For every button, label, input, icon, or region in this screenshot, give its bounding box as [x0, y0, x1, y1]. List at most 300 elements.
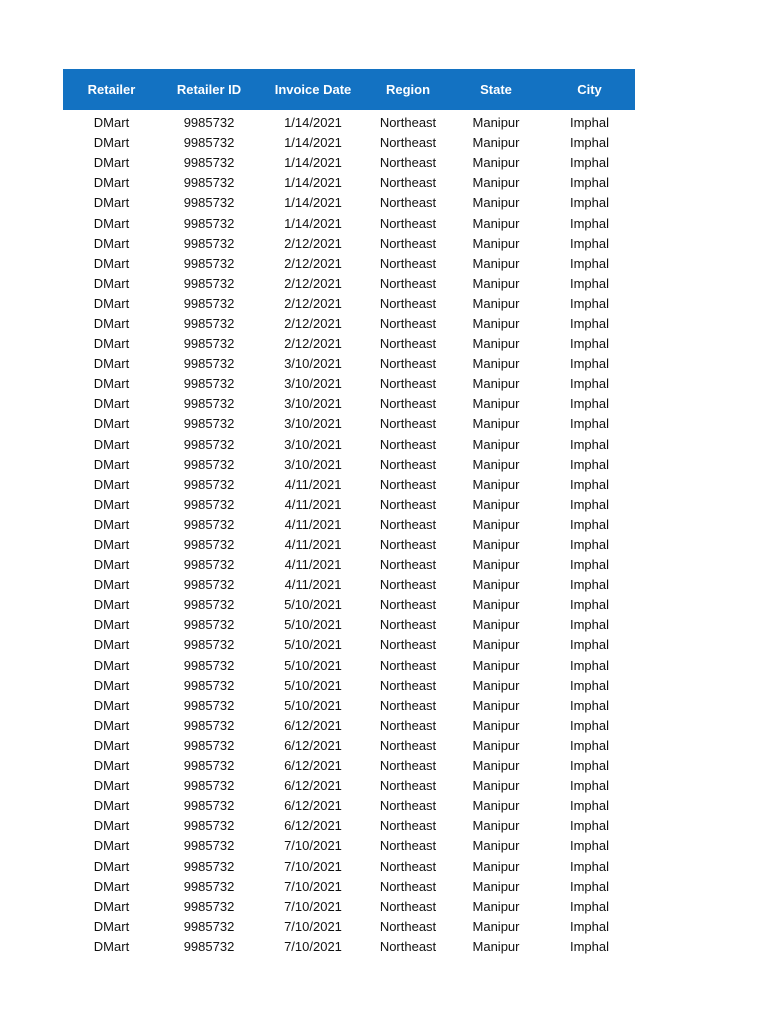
cell-region: Northeast [379, 175, 437, 191]
cell-retailer-id: 9985732 [183, 677, 235, 693]
table-row [63, 274, 635, 294]
cell-retailer-id: 9985732 [183, 396, 235, 412]
cell-state: Manipur [472, 135, 520, 151]
cell-retailer: DMart [93, 557, 130, 573]
cell-invoice-date: 1/14/2021 [284, 135, 342, 151]
cell-retailer: DMart [93, 376, 130, 392]
cell-region: Northeast [379, 677, 437, 693]
cell-retailer-id: 9985732 [183, 938, 235, 954]
cell-invoice-date: 5/10/2021 [284, 657, 342, 673]
cell-state: Manipur [472, 878, 520, 894]
cell-invoice-date: 6/12/2021 [284, 798, 342, 814]
cell-invoice-date: 7/10/2021 [284, 858, 342, 874]
cell-region: Northeast [379, 657, 437, 673]
cell-retailer-id: 9985732 [183, 737, 235, 753]
cell-invoice-date: 5/10/2021 [284, 617, 342, 633]
cell-region: Northeast [379, 818, 437, 834]
cell-retailer-id: 9985732 [183, 456, 235, 472]
cell-retailer: DMart [93, 235, 130, 251]
cell-region: Northeast [379, 557, 437, 573]
cell-retailer: DMart [93, 758, 130, 774]
table-row [63, 716, 635, 736]
cell-invoice-date: 7/10/2021 [284, 898, 342, 914]
table-row [63, 234, 635, 254]
cell-state: Manipur [472, 175, 520, 191]
cell-region: Northeast [379, 155, 437, 171]
cell-state: Manipur [472, 778, 520, 794]
cell-state: Manipur [472, 557, 520, 573]
table-row [63, 595, 635, 615]
cell-retailer: DMart [93, 577, 130, 593]
cell-retailer-id: 9985732 [183, 315, 235, 331]
table-body [63, 113, 635, 957]
cell-retailer-id: 9985732 [183, 295, 235, 311]
column-header-invoice-date: Invoice Date [274, 82, 352, 97]
cell-city: Imphal [569, 215, 610, 231]
cell-region: Northeast [379, 295, 437, 311]
table-row [63, 354, 635, 374]
cell-retailer: DMart [93, 356, 130, 372]
cell-retailer-id: 9985732 [183, 195, 235, 211]
cell-retailer: DMart [93, 537, 130, 553]
cell-retailer-id: 9985732 [183, 115, 235, 131]
table-row [63, 635, 635, 655]
column-header-city: City [577, 82, 602, 97]
cell-state: Manipur [472, 255, 520, 271]
table-row [63, 656, 635, 676]
cell-retailer-id: 9985732 [183, 135, 235, 151]
cell-state: Manipur [472, 697, 520, 713]
cell-invoice-date: 5/10/2021 [284, 697, 342, 713]
cell-region: Northeast [379, 315, 437, 331]
cell-invoice-date: 1/14/2021 [284, 175, 342, 191]
cell-retailer: DMart [93, 275, 130, 291]
cell-region: Northeast [379, 758, 437, 774]
cell-retailer-id: 9985732 [183, 758, 235, 774]
cell-retailer-id: 9985732 [183, 416, 235, 432]
cell-region: Northeast [379, 376, 437, 392]
cell-retailer: DMart [93, 717, 130, 733]
cell-state: Manipur [472, 898, 520, 914]
cell-invoice-date: 4/11/2021 [284, 496, 342, 512]
cell-retailer: DMart [93, 878, 130, 894]
table-row [63, 535, 635, 555]
cell-state: Manipur [472, 577, 520, 593]
cell-invoice-date: 2/12/2021 [284, 235, 342, 251]
cell-state: Manipur [472, 858, 520, 874]
cell-retailer-id: 9985732 [183, 275, 235, 291]
cell-invoice-date: 4/11/2021 [284, 516, 342, 532]
cell-region: Northeast [379, 436, 437, 452]
table-row [63, 897, 635, 917]
cell-state: Manipur [472, 336, 520, 352]
table-row [63, 314, 635, 334]
cell-retailer-id: 9985732 [183, 175, 235, 191]
cell-retailer: DMart [93, 155, 130, 171]
cell-state: Manipur [472, 677, 520, 693]
cell-region: Northeast [379, 255, 437, 271]
cell-retailer: DMart [93, 255, 130, 271]
cell-invoice-date: 1/14/2021 [284, 195, 342, 211]
cell-state: Manipur [472, 637, 520, 653]
cell-city: Imphal [569, 858, 610, 874]
table-row [63, 676, 635, 696]
cell-state: Manipur [472, 436, 520, 452]
cell-state: Manipur [472, 918, 520, 934]
cell-city: Imphal [569, 496, 610, 512]
cell-city: Imphal [569, 838, 610, 854]
cell-retailer-id: 9985732 [183, 597, 235, 613]
cell-region: Northeast [379, 195, 437, 211]
table-row [63, 435, 635, 455]
cell-retailer-id: 9985732 [183, 838, 235, 854]
cell-retailer-id: 9985732 [183, 215, 235, 231]
cell-retailer: DMart [93, 436, 130, 452]
cell-city: Imphal [569, 235, 610, 251]
cell-retailer-id: 9985732 [183, 436, 235, 452]
cell-city: Imphal [569, 637, 610, 653]
cell-retailer: DMart [93, 778, 130, 794]
cell-city: Imphal [569, 537, 610, 553]
cell-state: Manipur [472, 376, 520, 392]
cell-invoice-date: 2/12/2021 [284, 255, 342, 271]
cell-retailer-id: 9985732 [183, 537, 235, 553]
cell-retailer-id: 9985732 [183, 476, 235, 492]
cell-region: Northeast [379, 476, 437, 492]
cell-state: Manipur [472, 938, 520, 954]
cell-invoice-date: 3/10/2021 [284, 456, 342, 472]
cell-invoice-date: 5/10/2021 [284, 637, 342, 653]
cell-state: Manipur [472, 758, 520, 774]
cell-retailer: DMart [93, 396, 130, 412]
cell-invoice-date: 5/10/2021 [284, 677, 342, 693]
cell-region: Northeast [379, 737, 437, 753]
cell-retailer-id: 9985732 [183, 878, 235, 894]
table-row [63, 696, 635, 716]
cell-retailer-id: 9985732 [183, 516, 235, 532]
table-row [63, 394, 635, 414]
column-header-retailer: Retailer [87, 82, 136, 97]
table-row [63, 555, 635, 575]
cell-retailer: DMart [93, 597, 130, 613]
cell-city: Imphal [569, 597, 610, 613]
cell-region: Northeast [379, 878, 437, 894]
table-row [63, 756, 635, 776]
cell-retailer: DMart [93, 737, 130, 753]
cell-retailer: DMart [93, 476, 130, 492]
cell-region: Northeast [379, 235, 437, 251]
cell-city: Imphal [569, 456, 610, 472]
table-row [63, 374, 635, 394]
cell-state: Manipur [472, 155, 520, 171]
cell-retailer-id: 9985732 [183, 376, 235, 392]
cell-retailer-id: 9985732 [183, 155, 235, 171]
cell-retailer-id: 9985732 [183, 577, 235, 593]
cell-retailer-id: 9985732 [183, 778, 235, 794]
cell-region: Northeast [379, 778, 437, 794]
cell-city: Imphal [569, 697, 610, 713]
cell-retailer-id: 9985732 [183, 356, 235, 372]
cell-city: Imphal [569, 918, 610, 934]
table-row [63, 515, 635, 535]
cell-state: Manipur [472, 818, 520, 834]
cell-region: Northeast [379, 537, 437, 553]
table-row [63, 475, 635, 495]
cell-retailer-id: 9985732 [183, 657, 235, 673]
cell-invoice-date: 7/10/2021 [284, 878, 342, 894]
table-row [63, 294, 635, 314]
cell-state: Manipur [472, 356, 520, 372]
cell-city: Imphal [569, 416, 610, 432]
cell-city: Imphal [569, 516, 610, 532]
cell-retailer-id: 9985732 [183, 336, 235, 352]
table-row [63, 816, 635, 836]
cell-city: Imphal [569, 436, 610, 452]
cell-city: Imphal [569, 175, 610, 191]
cell-region: Northeast [379, 496, 437, 512]
cell-retailer: DMart [93, 818, 130, 834]
cell-retailer: DMart [93, 456, 130, 472]
cell-state: Manipur [472, 737, 520, 753]
cell-invoice-date: 6/12/2021 [284, 717, 342, 733]
cell-state: Manipur [472, 496, 520, 512]
cell-region: Northeast [379, 717, 437, 733]
cell-city: Imphal [569, 737, 610, 753]
cell-invoice-date: 2/12/2021 [284, 336, 342, 352]
cell-city: Imphal [569, 677, 610, 693]
cell-region: Northeast [379, 396, 437, 412]
cell-retailer: DMart [93, 657, 130, 673]
cell-invoice-date: 4/11/2021 [284, 577, 342, 593]
cell-retailer: DMart [93, 215, 130, 231]
cell-retailer: DMart [93, 677, 130, 693]
cell-city: Imphal [569, 195, 610, 211]
cell-retailer: DMart [93, 336, 130, 352]
cell-retailer-id: 9985732 [183, 235, 235, 251]
cell-region: Northeast [379, 597, 437, 613]
cell-state: Manipur [472, 295, 520, 311]
cell-region: Northeast [379, 637, 437, 653]
cell-city: Imphal [569, 818, 610, 834]
column-header-region: Region [385, 82, 431, 97]
cell-region: Northeast [379, 516, 437, 532]
table-row [63, 213, 635, 233]
cell-retailer: DMart [93, 516, 130, 532]
cell-region: Northeast [379, 697, 437, 713]
cell-state: Manipur [472, 456, 520, 472]
table-row [63, 575, 635, 595]
cell-region: Northeast [379, 838, 437, 854]
cell-state: Manipur [472, 717, 520, 733]
cell-retailer-id: 9985732 [183, 697, 235, 713]
cell-city: Imphal [569, 255, 610, 271]
table-row [63, 877, 635, 897]
cell-city: Imphal [569, 336, 610, 352]
cell-region: Northeast [379, 617, 437, 633]
cell-region: Northeast [379, 356, 437, 372]
cell-invoice-date: 2/12/2021 [284, 275, 342, 291]
cell-city: Imphal [569, 376, 610, 392]
cell-city: Imphal [569, 657, 610, 673]
cell-invoice-date: 4/11/2021 [284, 476, 342, 492]
cell-retailer: DMart [93, 617, 130, 633]
cell-city: Imphal [569, 135, 610, 151]
cell-retailer: DMart [93, 637, 130, 653]
cell-invoice-date: 3/10/2021 [284, 416, 342, 432]
cell-retailer: DMart [93, 798, 130, 814]
cell-retailer-id: 9985732 [183, 557, 235, 573]
cell-retailer-id: 9985732 [183, 898, 235, 914]
cell-retailer: DMart [93, 175, 130, 191]
cell-city: Imphal [569, 557, 610, 573]
cell-retailer-id: 9985732 [183, 818, 235, 834]
cell-retailer: DMart [93, 315, 130, 331]
table-row [63, 736, 635, 756]
cell-city: Imphal [569, 115, 610, 131]
cell-region: Northeast [379, 115, 437, 131]
table-header-row [63, 69, 635, 110]
table-row [63, 254, 635, 274]
cell-retailer: DMart [93, 496, 130, 512]
cell-city: Imphal [569, 898, 610, 914]
cell-state: Manipur [472, 235, 520, 251]
cell-state: Manipur [472, 798, 520, 814]
table-row [63, 776, 635, 796]
cell-region: Northeast [379, 858, 437, 874]
cell-city: Imphal [569, 315, 610, 331]
cell-invoice-date: 4/11/2021 [284, 537, 342, 553]
cell-state: Manipur [472, 657, 520, 673]
cell-state: Manipur [472, 838, 520, 854]
cell-retailer: DMart [93, 838, 130, 854]
cell-invoice-date: 2/12/2021 [284, 295, 342, 311]
table-row [63, 334, 635, 354]
cell-retailer: DMart [93, 135, 130, 151]
cell-retailer: DMart [93, 195, 130, 211]
cell-invoice-date: 6/12/2021 [284, 758, 342, 774]
cell-invoice-date: 2/12/2021 [284, 315, 342, 331]
table-row [63, 836, 635, 856]
cell-city: Imphal [569, 717, 610, 733]
cell-state: Manipur [472, 275, 520, 291]
table-row [63, 495, 635, 515]
cell-region: Northeast [379, 577, 437, 593]
cell-city: Imphal [569, 617, 610, 633]
cell-invoice-date: 6/12/2021 [284, 737, 342, 753]
cell-retailer: DMart [93, 295, 130, 311]
table-row [63, 414, 635, 434]
cell-invoice-date: 5/10/2021 [284, 597, 342, 613]
cell-retailer-id: 9985732 [183, 717, 235, 733]
cell-retailer-id: 9985732 [183, 918, 235, 934]
cell-state: Manipur [472, 617, 520, 633]
cell-retailer-id: 9985732 [183, 496, 235, 512]
cell-retailer: DMart [93, 938, 130, 954]
cell-city: Imphal [569, 476, 610, 492]
cell-invoice-date: 7/10/2021 [284, 918, 342, 934]
cell-city: Imphal [569, 878, 610, 894]
cell-retailer-id: 9985732 [183, 858, 235, 874]
cell-invoice-date: 1/14/2021 [284, 115, 342, 131]
cell-region: Northeast [379, 135, 437, 151]
cell-state: Manipur [472, 215, 520, 231]
cell-city: Imphal [569, 356, 610, 372]
cell-city: Imphal [569, 275, 610, 291]
cell-region: Northeast [379, 456, 437, 472]
cell-region: Northeast [379, 416, 437, 432]
cell-retailer-id: 9985732 [183, 255, 235, 271]
column-header-state: State [480, 82, 512, 97]
table-row [63, 917, 635, 937]
cell-retailer: DMart [93, 416, 130, 432]
cell-invoice-date: 1/14/2021 [284, 215, 342, 231]
cell-region: Northeast [379, 215, 437, 231]
cell-invoice-date: 3/10/2021 [284, 376, 342, 392]
cell-state: Manipur [472, 516, 520, 532]
cell-retailer-id: 9985732 [183, 637, 235, 653]
cell-invoice-date: 3/10/2021 [284, 396, 342, 412]
column-header-retailer-id: Retailer ID [176, 82, 242, 97]
cell-state: Manipur [472, 416, 520, 432]
table-row [63, 173, 635, 193]
cell-invoice-date: 6/12/2021 [284, 778, 342, 794]
cell-city: Imphal [569, 798, 610, 814]
cell-region: Northeast [379, 918, 437, 934]
table-row [63, 796, 635, 816]
cell-invoice-date: 1/14/2021 [284, 155, 342, 171]
cell-state: Manipur [472, 396, 520, 412]
cell-city: Imphal [569, 577, 610, 593]
cell-state: Manipur [472, 476, 520, 492]
cell-retailer: DMart [93, 858, 130, 874]
cell-state: Manipur [472, 115, 520, 131]
cell-invoice-date: 3/10/2021 [284, 356, 342, 372]
table-row [63, 856, 635, 876]
table-row [63, 455, 635, 475]
cell-state: Manipur [472, 597, 520, 613]
cell-invoice-date: 7/10/2021 [284, 938, 342, 954]
table-row [63, 113, 635, 133]
cell-invoice-date: 4/11/2021 [284, 557, 342, 573]
cell-region: Northeast [379, 898, 437, 914]
cell-state: Manipur [472, 537, 520, 553]
table-row [63, 153, 635, 173]
table-row [63, 133, 635, 153]
cell-city: Imphal [569, 295, 610, 311]
cell-city: Imphal [569, 938, 610, 954]
cell-retailer: DMart [93, 697, 130, 713]
cell-state: Manipur [472, 195, 520, 211]
cell-region: Northeast [379, 336, 437, 352]
cell-city: Imphal [569, 155, 610, 171]
cell-city: Imphal [569, 758, 610, 774]
invoice-table [63, 69, 635, 957]
cell-city: Imphal [569, 396, 610, 412]
cell-region: Northeast [379, 798, 437, 814]
table-row [63, 937, 635, 957]
cell-invoice-date: 3/10/2021 [284, 436, 342, 452]
cell-city: Imphal [569, 778, 610, 794]
cell-region: Northeast [379, 938, 437, 954]
cell-region: Northeast [379, 275, 437, 291]
table-row [63, 615, 635, 635]
cell-retailer: DMart [93, 115, 130, 131]
cell-state: Manipur [472, 315, 520, 331]
cell-invoice-date: 7/10/2021 [284, 838, 342, 854]
cell-retailer: DMart [93, 898, 130, 914]
cell-retailer: DMart [93, 918, 130, 934]
cell-retailer-id: 9985732 [183, 617, 235, 633]
